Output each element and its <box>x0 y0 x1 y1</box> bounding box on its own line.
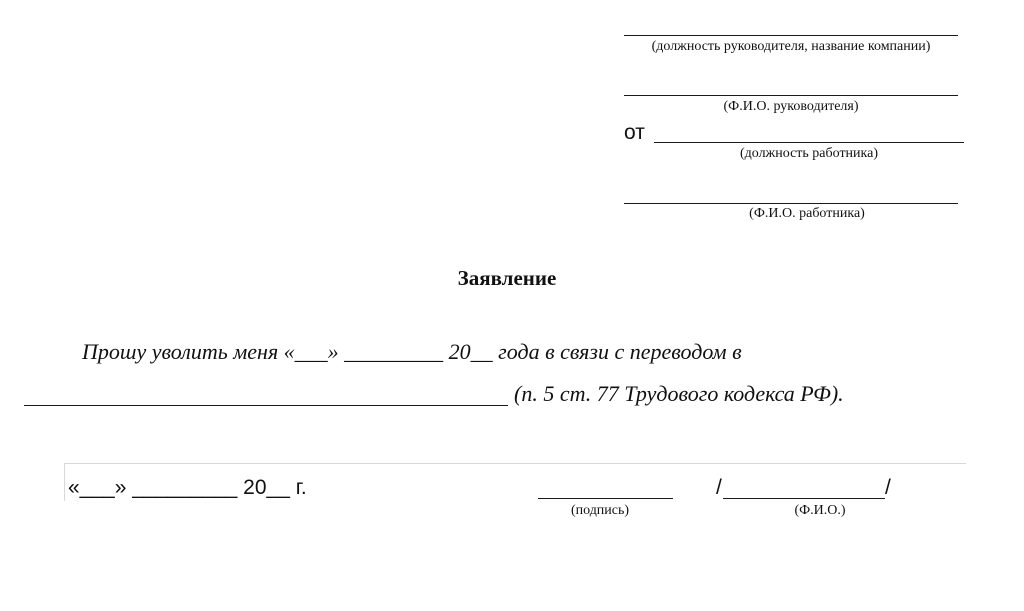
position-company-line[interactable] <box>624 35 958 36</box>
signature-line[interactable] <box>538 498 673 499</box>
position-company-caption: (должность руководителя, название компании) <box>651 39 931 54</box>
manager-name-caption: (Ф.И.О. руководителя) <box>723 99 859 114</box>
employee-name-line[interactable] <box>624 203 958 204</box>
page-title: Заявление <box>457 266 557 290</box>
signature-caption: (подпись) <box>570 503 630 518</box>
employee-position-caption: (должность работника) <box>739 146 879 161</box>
employee-position-line[interactable] <box>654 142 964 143</box>
slash-right: / <box>885 476 891 499</box>
body-line-2: (п. 5 ст. 77 Трудового кодекса РФ). <box>514 381 844 406</box>
from-label: от <box>624 121 645 144</box>
employee-name-caption: (Ф.И.О. работника) <box>749 206 865 221</box>
slash-left: / <box>716 476 722 499</box>
full-name-line[interactable] <box>723 498 885 499</box>
body-line-1: Прошу уволить меня «___» _________ 20__ года в связи с переводом в <box>82 339 742 364</box>
full-name-caption: (Ф.И.О.) <box>794 503 846 518</box>
date-text[interactable]: «___» _________ 20__ г. <box>68 476 307 499</box>
manager-name-line[interactable] <box>624 95 958 96</box>
transfer-destination-line[interactable] <box>24 405 508 406</box>
